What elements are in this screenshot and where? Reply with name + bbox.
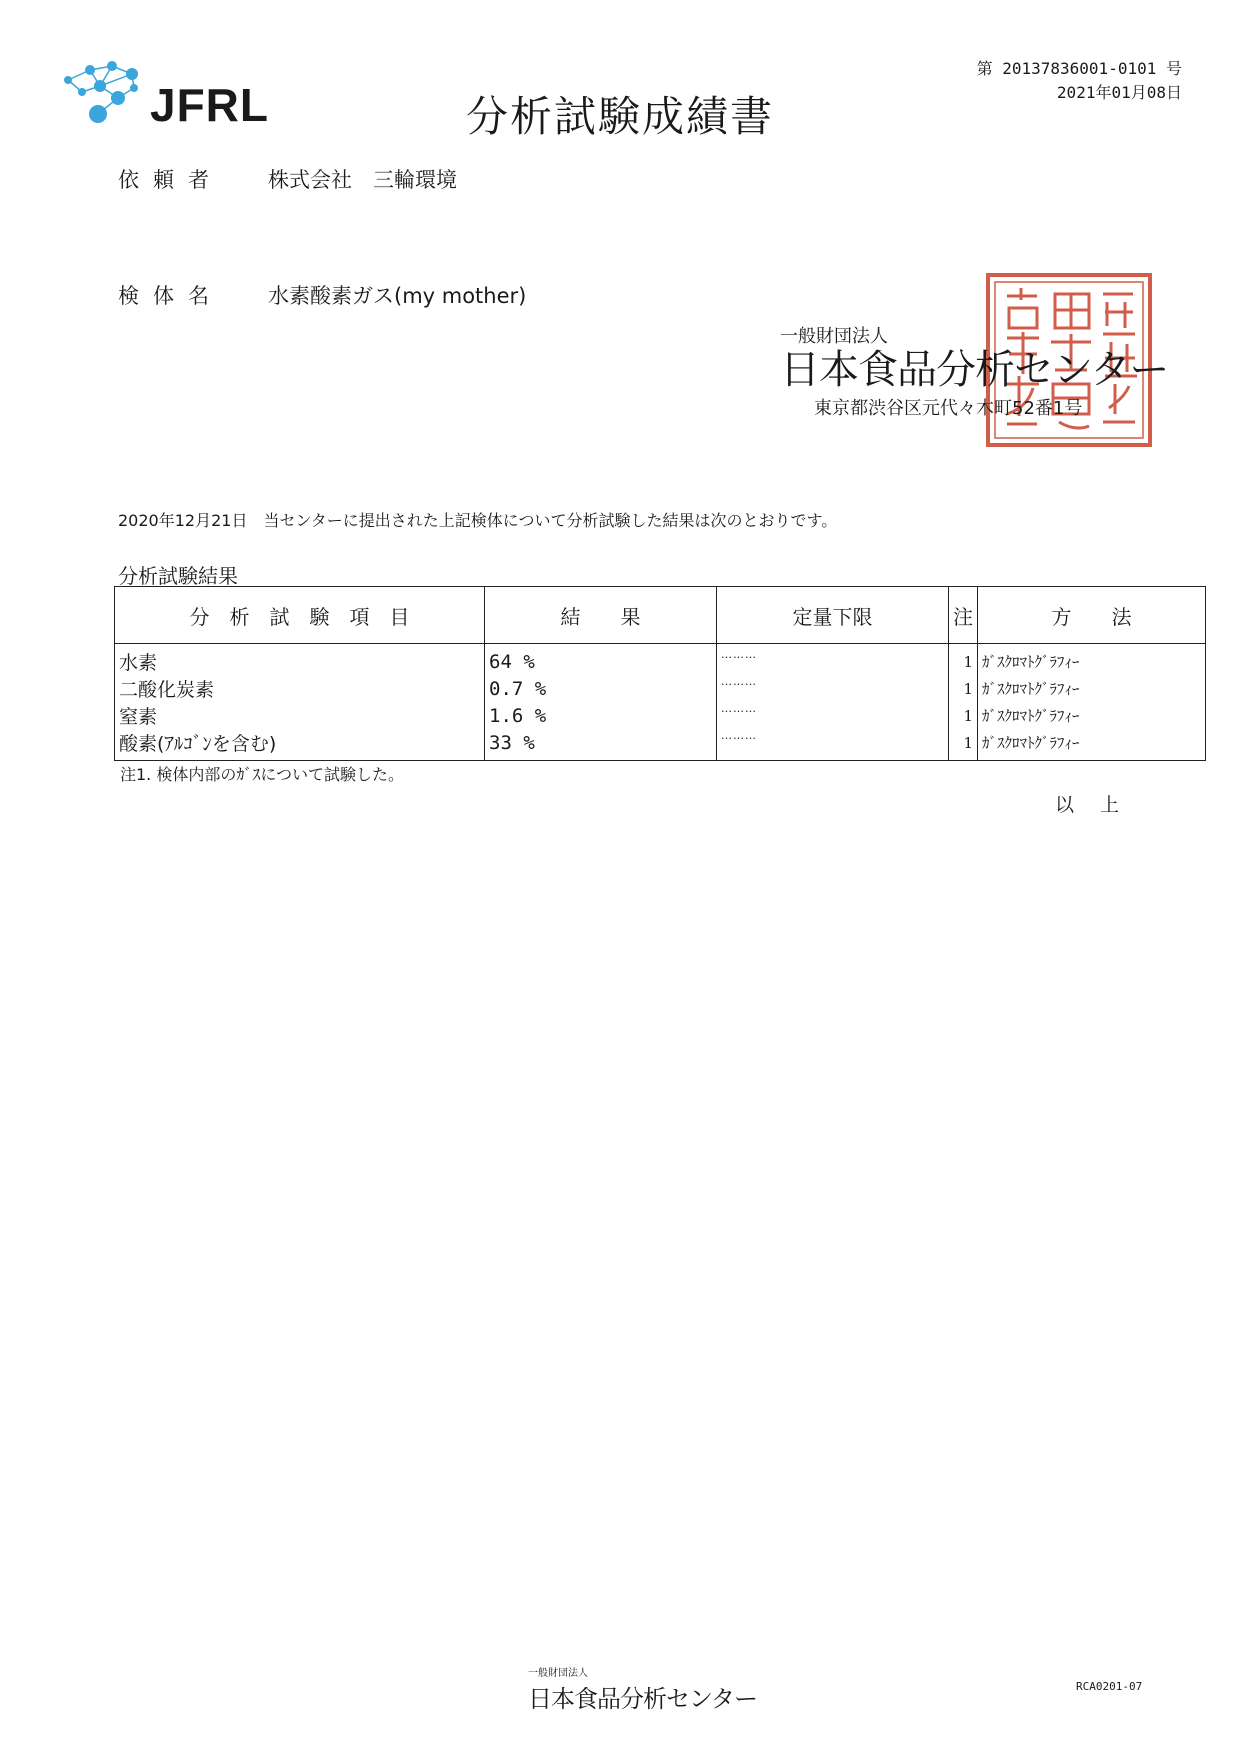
footer-org-name: 日本食品分析センター [528,1685,758,1713]
footnote: 注1. 検体内部のｶﾞｽについて試験した。 [120,765,405,784]
organization-address: 東京都渋谷区元代々木町52番1号 [814,398,1083,419]
document-number: 第 20137836001-0101 号 [976,59,1182,78]
footer-org-prefix: 一般財団法人 [528,1668,588,1679]
result-cell: 0.7 % [485,675,717,702]
result-cell: 64 % [485,644,717,676]
note-cell: 1 [949,702,978,729]
header-method: 方 法 [978,587,1206,644]
document-date: 2021年01月08日 [1056,83,1182,102]
method-cell: ｶﾞｽｸﾛﾏﾄｸﾞﾗﾌｨｰ [978,702,1206,729]
limit-cell: ……… [717,702,949,729]
header-note: 注 [949,587,978,644]
results-section-title: 分析試験結果 [118,564,238,588]
method-cell: ｶﾞｽｸﾛﾏﾄｸﾞﾗﾌｨｰ [978,644,1206,676]
sample-row [118,280,526,310]
item-cell: 水素 [115,644,485,676]
result-cell: 33 % [485,729,717,761]
intro-statement: 2020年12月21日 当センターに提出された上記検体について分析試験した結果は次のとおりです。 [118,511,838,530]
limit-cell: ……… [717,644,949,676]
result-cell: 1.6 % [485,702,717,729]
limit-cell: ……… [717,675,949,702]
table-row [115,702,1206,729]
method-cell: ｶﾞｽｸﾛﾏﾄｸﾞﾗﾌｨｰ [978,675,1206,702]
organization-block [780,322,1168,420]
client-value: 株式会社 三輪環境 [268,168,457,192]
client-row [118,164,457,194]
item-cell: 二酸化炭素 [115,675,485,702]
form-code: RCA0201-07 [1076,1680,1143,1693]
footer-organization [528,1664,757,1714]
header-result: 結 果 [485,587,717,644]
table-row [115,729,1206,761]
header-quantitation-limit: 定量下限 [717,587,949,644]
item-cell: 酸素(ｱﾙｺﾞﾝを含む) [115,729,485,761]
client-label: 依頼者 [118,168,223,192]
note-cell: 1 [949,644,978,676]
table-row [115,644,1206,676]
note-cell: 1 [949,729,978,761]
limit-cell: ……… [717,729,949,761]
document-title: 分析試験成績書 [465,92,774,141]
organization-name: 日本食品分析センター [780,347,1169,393]
note-cell: 1 [949,675,978,702]
organization-prefix: 一般財団法人 [780,326,888,347]
results-table [114,586,1206,761]
header-test-item: 分 析 試 験 項 目 [115,587,485,644]
item-cell: 窒素 [115,702,485,729]
table-header-row [115,587,1206,644]
sample-value: 水素酸素ガス(my mother) [268,284,527,308]
end-mark: 以上 [1055,794,1146,816]
logo-text: JFRL [150,79,269,131]
sample-label: 検体名 [118,284,223,308]
table-row [115,675,1206,702]
method-cell: ｶﾞｽｸﾛﾏﾄｸﾞﾗﾌｨｰ [978,729,1206,761]
